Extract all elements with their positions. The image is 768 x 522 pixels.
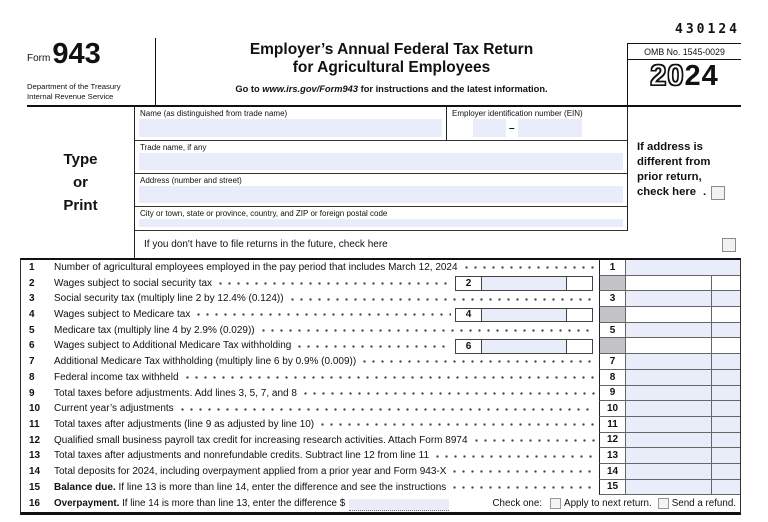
shaded-cell [600, 307, 626, 322]
tax-year: 2024 [650, 60, 719, 92]
dot-leader [450, 480, 595, 496]
line-13-cents-field[interactable] [711, 448, 740, 463]
dot-leader [216, 276, 451, 292]
line-number: 13 [29, 450, 41, 462]
line-3-amount-field[interactable] [626, 291, 711, 306]
line-5-amount-field[interactable] [626, 323, 711, 338]
line-9-cents-field[interactable] [711, 386, 740, 401]
dot-leader [183, 370, 595, 386]
leader-dot: . [703, 186, 707, 199]
entry-line-number: 1 [600, 260, 626, 275]
table-row-8 [21, 370, 740, 386]
entry-line-number: 12 [600, 433, 626, 448]
line-10-amount-field[interactable] [626, 401, 711, 416]
form-word: Form [27, 52, 51, 64]
omb-year-block [627, 38, 741, 105]
blank-cell [711, 276, 740, 291]
entry-line-number: 6 [456, 340, 482, 353]
send-refund-checkbox[interactable] [658, 498, 669, 509]
line-number: 5 [29, 324, 35, 336]
line-label: Medicare tax (multiply line 4 by 2.9% (0.029)) [54, 324, 255, 336]
dot-leader [194, 307, 451, 323]
line-number: 2 [29, 277, 35, 289]
line-number: 8 [29, 371, 35, 383]
line-7-cents-field[interactable] [711, 354, 740, 369]
table-row-12 [21, 433, 740, 449]
line-label: Balance due. If line 13 is more than line 14, enter the difference and see the instructions [54, 481, 447, 493]
line-5-cents-field[interactable] [711, 323, 740, 338]
entry-cell [599, 433, 740, 449]
ein-label: Employer identification number (EIN) [452, 109, 583, 118]
agency-block [27, 82, 121, 102]
dept-line2: Internal Revenue Service [27, 92, 114, 101]
instructions-line: Go to www.irs.gov/Form943 for instructions and the latest information. [235, 83, 548, 94]
final-return-checkbox[interactable] [722, 238, 736, 252]
trade-name-input[interactable] [139, 153, 623, 170]
apply-to-next-return-label: Apply to next return. [564, 498, 652, 510]
line-label: Federal income tax withheld [54, 371, 179, 383]
line-1-amount-field[interactable] [626, 260, 740, 275]
shaded-cell [600, 276, 626, 291]
dot-leader [295, 338, 451, 354]
line-14-cents-field[interactable] [711, 464, 740, 479]
line-number: 11 [29, 418, 40, 430]
ein-input-prefix[interactable] [473, 119, 506, 137]
line-label: Total taxes before adjustments. Add lines 3, 5, 7, and 8 [54, 387, 297, 399]
table-row-3 [21, 291, 740, 307]
dot-leader [433, 448, 595, 464]
ein-dash: – [509, 122, 515, 134]
dot-leader [288, 291, 595, 307]
line-4-cents-field [566, 309, 592, 322]
ein-input-suffix[interactable] [518, 119, 582, 137]
dot-leader [178, 401, 595, 417]
entry-line-number: 5 [600, 323, 626, 338]
table-row-4 [21, 307, 740, 323]
line-number: 15 [29, 481, 41, 493]
line-label: Wages subject to social security tax [54, 277, 213, 289]
line-9-amount-field[interactable] [626, 386, 711, 401]
line-2-amount-field[interactable] [482, 277, 566, 290]
address-input[interactable] [139, 186, 623, 203]
dot-leader [360, 354, 595, 370]
table-row-1 [21, 260, 740, 276]
type-or-print-label: Type or Print [63, 150, 98, 215]
form-number: 943 [52, 38, 101, 70]
line-number: 3 [29, 293, 35, 305]
shaded-cell [600, 338, 626, 353]
address-change-checkbox[interactable] [711, 186, 725, 200]
table-row-5 [21, 323, 740, 339]
entry-line-number: 10 [600, 401, 626, 416]
final-return-label: If you don't have to file returns in the future, check here [144, 239, 388, 250]
dot-leader [259, 323, 595, 339]
omb-number: OMB No. 1545-0029 [628, 44, 741, 60]
line-3-cents-field[interactable] [711, 291, 740, 306]
table-row-9 [21, 386, 740, 402]
name-label: Name (as distinguished from trade name) [140, 109, 288, 118]
line-number: 7 [29, 356, 35, 368]
table-row-7 [21, 354, 740, 370]
trade-name-box [135, 141, 627, 174]
line-14-amount-field[interactable] [626, 464, 711, 479]
line-label: Number of agricultural employees employed in the pay period that includes March 12, 2024 [54, 262, 458, 273]
line-6-cents-field [566, 340, 592, 353]
city-input[interactable] [139, 219, 623, 227]
table-row-6 [21, 338, 740, 354]
line-15-amount-field[interactable] [626, 480, 711, 495]
dot-leader [472, 433, 595, 449]
entry-line-number: 14 [600, 464, 626, 479]
line-13-amount-field[interactable] [626, 448, 711, 463]
line-number: 14 [29, 465, 41, 477]
line-4-amount-field[interactable] [482, 309, 566, 322]
irs-url: www.irs.gov/Form943 [262, 83, 359, 94]
line-8-amount-field[interactable] [626, 370, 711, 385]
form-barcode: 430124 [675, 22, 740, 37]
dot-leader [450, 464, 595, 480]
line-number: 16 [29, 498, 40, 510]
line-number: 4 [29, 309, 35, 321]
line-number: 12 [29, 434, 41, 446]
line-label: Wages subject to Medicare tax [54, 309, 191, 321]
entry-line-number: 13 [600, 448, 626, 463]
tax-lines-table [20, 258, 741, 515]
entry-cell [599, 354, 740, 370]
blank-cell [626, 276, 711, 291]
entry-line-number: 11 [600, 417, 626, 432]
name-box [135, 107, 446, 140]
table-row-14 [21, 464, 740, 480]
entry-line-number: 2 [456, 277, 482, 290]
inline-entry-box [455, 308, 593, 323]
table-row-16 [21, 495, 740, 512]
entry-cell [599, 307, 740, 323]
inline-entry-box [455, 276, 593, 291]
dept-line1: Department of the Treasury [27, 82, 121, 91]
inline-entry-box [455, 339, 593, 354]
address-label: Address (number and street) [140, 176, 242, 185]
entry-line-number: 9 [600, 386, 626, 401]
entry-cell [599, 323, 740, 339]
line-10-cents-field[interactable] [711, 401, 740, 416]
dot-leader [301, 386, 595, 402]
entry-line-number: 7 [600, 354, 626, 369]
table-row-13 [21, 448, 740, 464]
line-label: Additional Medicare Tax withholding (multiply line 6 by 0.9% (0.009)) [54, 356, 357, 368]
blank-cell [626, 307, 711, 322]
line-label: Qualified small business payroll tax credit for increasing research activities. Attach Form 8974 [54, 434, 468, 446]
blank-cell [711, 338, 740, 353]
form-header [27, 38, 741, 107]
entry-line-number: 3 [600, 291, 626, 306]
apply-to-next-return-checkbox[interactable] [550, 498, 561, 509]
line-12-cents-field[interactable] [711, 433, 740, 448]
ein-box [446, 107, 627, 140]
final-return-row [135, 231, 741, 258]
city-label: City or town, state or province, country, and ZIP or foreign postal code [140, 209, 388, 218]
entry-cell [599, 370, 740, 386]
line-label: Current year’s adjustments [54, 403, 174, 415]
check-one-label: Check one: [492, 498, 543, 510]
line-label: Total deposits for 2024, including overpayment applied from a prior year and Form 943-X [54, 465, 447, 477]
entry-cell [599, 338, 740, 354]
table-row-10 [21, 401, 740, 417]
blank-cell [626, 338, 711, 353]
entry-cell [599, 448, 740, 464]
line-label: Total taxes after adjustments and nonrefundable credits. Subtract line 12 from line 11 [54, 450, 430, 462]
line-label: Total taxes after adjustments (line 9 as adjusted by line 10) [54, 418, 315, 430]
entry-cell [599, 417, 740, 433]
entry-line-number: 15 [600, 480, 626, 495]
table-row-11 [21, 417, 740, 433]
entry-cell [599, 480, 740, 496]
name-input[interactable] [139, 119, 442, 137]
entry-cell [599, 464, 740, 480]
form-id-block [27, 38, 155, 105]
line-number: 6 [29, 340, 35, 352]
entry-cell [599, 386, 740, 402]
line-7-amount-field[interactable] [626, 354, 711, 369]
send-refund-label: Send a refund. [671, 498, 736, 510]
address-box [135, 174, 627, 207]
line-number: 10 [29, 403, 41, 415]
trade-name-label: Trade name, if any [140, 143, 207, 152]
line-number: 9 [29, 387, 35, 399]
line-6-amount-field[interactable] [482, 340, 566, 353]
line-label: Wages subject to Additional Medicare Tax withholding [54, 340, 292, 352]
table-row-15 [21, 480, 740, 496]
entry-line-number: 8 [600, 370, 626, 385]
city-box [135, 207, 627, 231]
dot-leader [462, 260, 595, 276]
line-11-amount-field[interactable] [626, 417, 711, 432]
entry-cell [599, 291, 740, 307]
overpayment-amount-field[interactable] [349, 499, 449, 511]
entity-section [27, 107, 741, 258]
line-2-cents-field [566, 277, 592, 290]
line-12-amount-field[interactable] [626, 433, 711, 448]
entry-cell [599, 276, 740, 292]
entry-cell [599, 260, 740, 276]
address-change-notice: If address is different from prior return, check here . [627, 107, 741, 231]
line-label: Social security tax (multiply line 2 by 12.4% (0.124)) [54, 293, 284, 305]
entry-cell [599, 401, 740, 417]
table-row-2 [21, 276, 740, 292]
line-15-cents-field[interactable] [711, 480, 740, 495]
line-label: Overpayment. If line 14 is more than line 13, enter the difference $ [54, 498, 346, 510]
line-number: 1 [29, 262, 35, 273]
form-title-block [155, 38, 627, 105]
line-11-cents-field[interactable] [711, 417, 740, 432]
dot-leader [318, 417, 595, 433]
page-title: Employer’s Annual Federal Tax Return for Agricultural Employees [249, 41, 534, 76]
entry-line-number: 4 [456, 309, 482, 322]
line-8-cents-field[interactable] [711, 370, 740, 385]
blank-cell [711, 307, 740, 322]
